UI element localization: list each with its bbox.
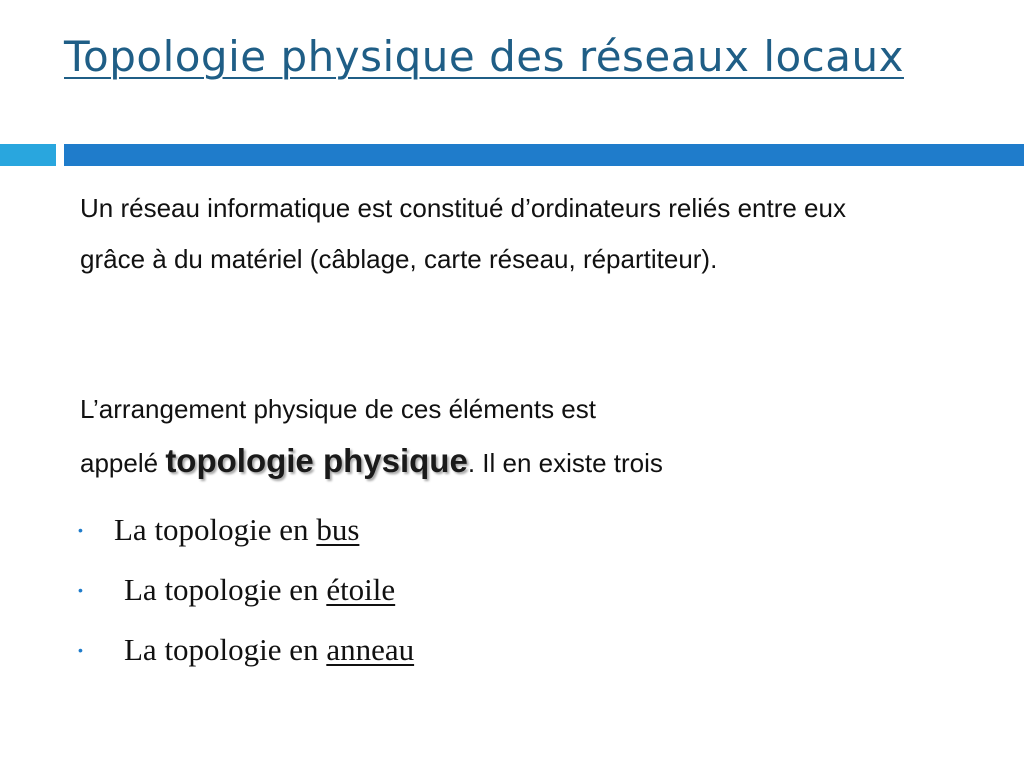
list-item-label: La topologie en — [124, 632, 327, 667]
list-item-label: La topologie en — [124, 572, 327, 607]
definition-line-2 — [80, 435, 880, 489]
topology-list — [78, 500, 414, 680]
list-item-text — [124, 561, 395, 619]
list-item-text — [114, 501, 359, 559]
topology-link-bus[interactable]: bus — [316, 512, 360, 547]
bullet-icon: • — [78, 522, 83, 538]
bullet-icon: • — [78, 642, 83, 658]
intro-paragraph: Un réseau informatique est constitué d’ordinateurs reliés entre eux grâce à du matériel (câblage, carte réseau, répartiteur). — [80, 193, 846, 274]
accent-bar — [64, 144, 1024, 166]
definition-prefix: appelé — [80, 448, 166, 478]
list-item-text — [124, 621, 414, 679]
list-item — [78, 500, 414, 560]
definition-paragraph — [80, 384, 880, 489]
definition-suffix: . Il en existe trois — [467, 448, 663, 478]
bullet-icon: • — [78, 582, 83, 598]
definition-emphasis: topologie physique — [165, 442, 468, 479]
list-item — [78, 620, 414, 680]
definition-line-1: L’arrangement physique de ces éléments est — [80, 394, 596, 424]
list-item — [78, 560, 414, 620]
topology-link-etoile[interactable]: étoile — [326, 572, 396, 607]
accent-bar-left — [0, 144, 56, 166]
list-item-label: La topologie en — [114, 512, 317, 547]
slide-title-text: Topologie physique des réseaux locaux — [64, 32, 904, 81]
topology-link-anneau[interactable]: anneau — [326, 632, 415, 667]
slide-title — [64, 28, 964, 86]
